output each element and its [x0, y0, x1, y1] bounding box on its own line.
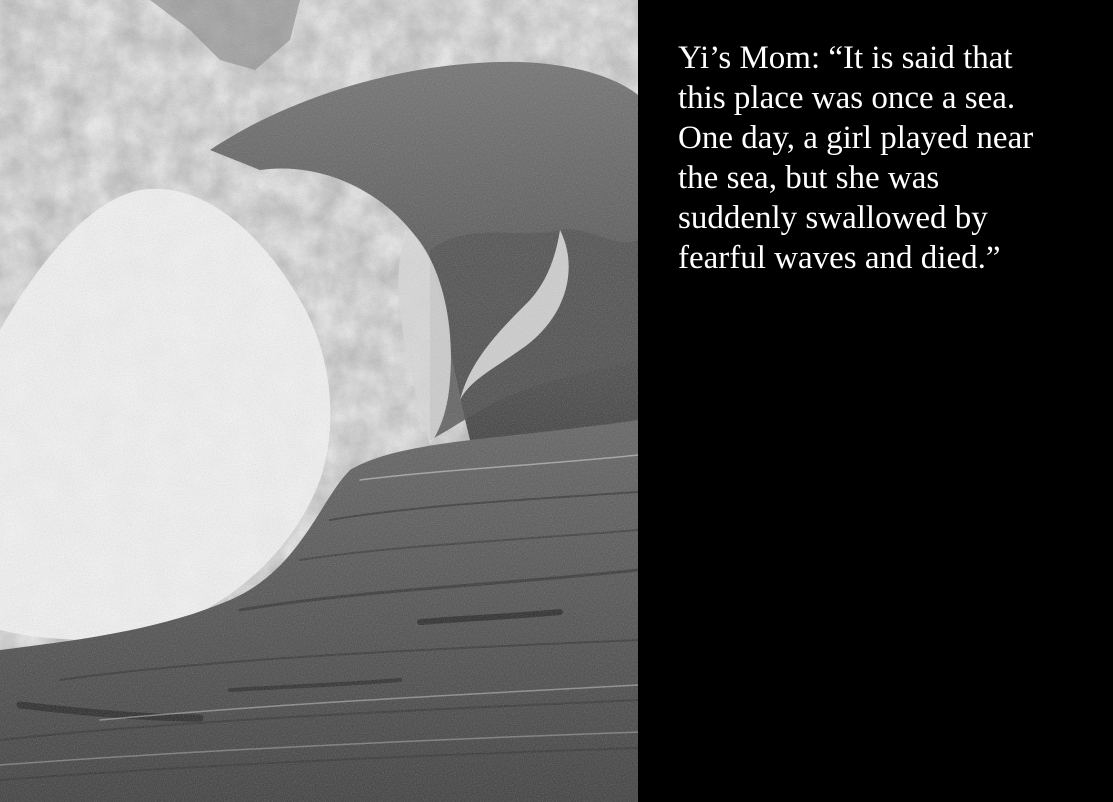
dialogue-panel[interactable]: [638, 0, 1113, 802]
dialogue-text: Yi’s Mom: “It is said that this place was once a sea. One day, a girl played near the sea, but she was suddenly swallowed by fearful waves and died.”: [678, 40, 1034, 276]
